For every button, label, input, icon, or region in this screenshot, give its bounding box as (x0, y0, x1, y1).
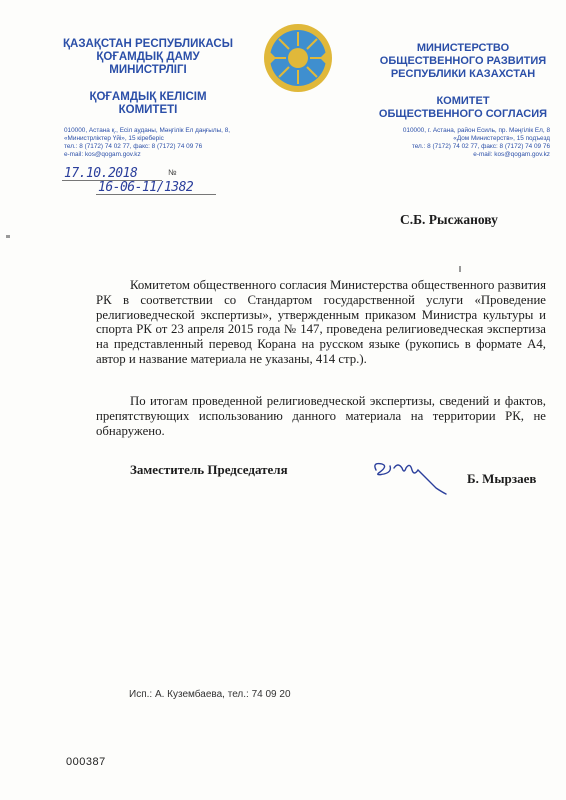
address-line: e-mail: kos@qogam.gov.kz (473, 151, 550, 158)
address-line: тел.: 8 (7172) 74 02 77, факс: 8 (7172) 74 09 76 (411, 143, 550, 150)
header-kazakh-committee: КОМИТЕТІ (118, 104, 178, 116)
address-line: «Министрліктер Үйі», 15 кіреберіс (64, 135, 164, 142)
address-line: 010000, Астана қ., Есіл ауданы, Мәңгілік Ел даңғылы, 8, (64, 127, 231, 134)
scan-mark (6, 235, 10, 238)
header-russian (368, 42, 558, 121)
recipient-name: С.Б. Рысжанову (400, 212, 498, 227)
state-emblem-icon (262, 22, 334, 94)
address-kazakh (64, 127, 264, 159)
scan-mark (459, 266, 461, 272)
serial-number: 000387 (66, 756, 106, 768)
body-paragraph-1: Комитетом общественного согласия Министерства общественного развития РК в соответствии со Стандартом государственной услуги «Проведение религиоведческой экспертизы», утвержденным приказом Министра культуры и спорта РК от 23 апреля 2015 года № 147, проведена религиоведческая экспертиза на представленный перевод Корана на русском языке (рукопись в формате А4, автор и название материала не указаны, 414 стр.). (96, 278, 546, 366)
address-line: «Дом Министерств», 15 подъезд (453, 135, 550, 142)
header-kazakh (48, 38, 248, 117)
address-russian (368, 127, 550, 159)
header-russian-line: МИНИСТЕРСТВО (416, 42, 510, 54)
header-russian-committee: КОМИТЕТ (436, 95, 490, 107)
handwritten-outgoing-number: 16-06-11/1382 (98, 180, 194, 195)
header-kazakh-committee: ҚОҒАМДЫҚ КЕЛІСІМ (89, 91, 207, 103)
handwritten-signature-icon (370, 458, 450, 498)
address-line: 010000, г. Астана, район Есиль, пр. Мәңгілік Ел, 8 (402, 127, 550, 134)
signer-title: Заместитель Председателя (130, 462, 288, 477)
signer-name: Б. Мырзаев (467, 471, 537, 486)
header-kazakh-line: ҚОҒАМДЫҚ ДАМУ (96, 51, 200, 63)
address-line: e-mail: kos@qogam.gov.kz (64, 151, 141, 158)
executor-line: Исп.: А. Кузембаева, тел.: 74 09 20 (129, 689, 291, 700)
body-paragraph-2: По итогам проведенной религиоведческой экспертизы, сведений и фактов, препятствующих использованию данного материала на территории РК, не обнаружено. (96, 394, 546, 438)
address-line: тел.: 8 (7172) 74 02 77, факс: 8 (7172) 74 09 76 (64, 143, 203, 150)
header-kazakh-line: МИНИСТРЛІГІ (109, 64, 187, 76)
header-russian-line: РЕСПУБЛИКИ КАЗАХСТАН (390, 68, 536, 80)
header-kazakh-line: ҚАЗАҚСТАН РЕСПУБЛИКАСЫ (63, 38, 233, 50)
header-russian-committee: ОБЩЕСТВЕННОГО СОГЛАСИЯ (378, 108, 548, 120)
number-sign: № (168, 168, 177, 177)
header-russian-line: ОБЩЕСТВЕННОГО РАЗВИТИЯ (379, 55, 547, 67)
handwritten-date: 17.10.2018 (64, 166, 138, 181)
